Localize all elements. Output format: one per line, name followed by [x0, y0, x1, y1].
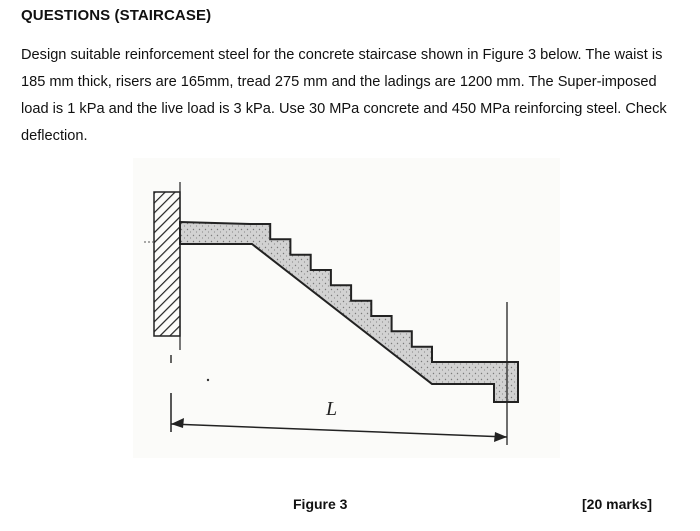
wall-support: [154, 192, 180, 336]
section-heading: QUESTIONS (STAIRCASE): [21, 7, 212, 24]
dimension-arrow-left: [171, 418, 184, 428]
staircase-slab: [180, 222, 518, 402]
span-label: L: [326, 398, 338, 420]
figure-dot: [207, 379, 209, 381]
figure-caption: Figure 3: [293, 496, 348, 512]
marks-label: [20 marks]: [582, 496, 653, 512]
question-text: Design suitable reinforcement steel for the concrete staircase shown in Figure 3 below. The waist is 185 mm thick, risers are 165mm, tread 275 mm and the ladings are 1200 mm. The Super-imposed load is 1 kPa and the live load is 3 kPa. Use 30 MPa concrete and 450 MPa reinforcing steel. Check deflection.: [21, 47, 667, 144]
dimension-arrow-right: [494, 432, 507, 442]
dimension-line: [171, 424, 507, 437]
